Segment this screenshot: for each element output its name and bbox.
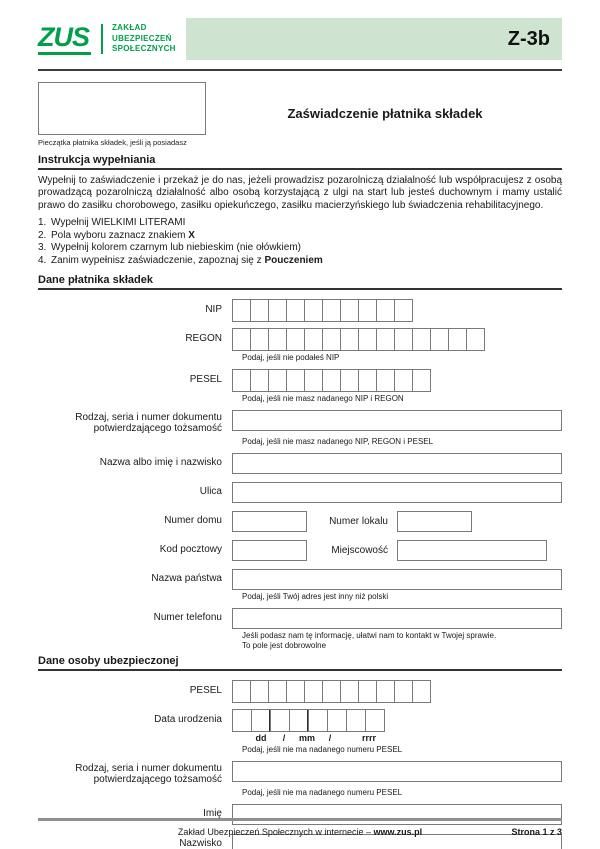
payer-doc-input[interactable]	[232, 410, 562, 431]
postcode-input[interactable]	[232, 540, 307, 561]
org-name	[112, 23, 176, 54]
phone-hint-line2: To pole jest dobrowolne	[242, 640, 327, 650]
instruction-list	[38, 217, 562, 267]
instruction-item	[38, 255, 562, 268]
zus-logo-block	[38, 18, 186, 60]
payer-doc-label	[38, 410, 232, 435]
header	[38, 18, 562, 60]
phone-hint-line1: Jeśli podasz nam tę informację, ułatwi nam to kontakt w Twojej sprawie.	[242, 630, 497, 640]
insured-section-heading: Dane osoby ubezpieczonej	[38, 655, 562, 671]
date-format-slash: /	[328, 732, 332, 743]
country-input[interactable]	[232, 569, 562, 590]
nip-label: NIP	[205, 304, 222, 316]
country-label: Nazwa państwa	[151, 573, 222, 585]
page-indicator: Strona 1 z 3	[511, 827, 562, 837]
date-format-dd: dd	[255, 732, 267, 743]
payer-doc-hint: Podaj, jeśli nie masz nadanego NIP, REGON i PESEL	[242, 436, 434, 446]
instructions-heading: Instrukcja wypełniania	[38, 154, 562, 170]
org-name-line3: SPOŁECZNYCH	[112, 44, 176, 54]
regon-label: REGON	[185, 333, 222, 345]
item-text: Pola wyboru zaznacz znakiem	[51, 229, 189, 241]
house-number-label: Numer domu	[164, 515, 222, 527]
item-text: Wypełnij WIELKIMI LITERAMI	[51, 217, 186, 229]
street-input[interactable]	[232, 482, 562, 503]
logo-separator	[101, 24, 103, 54]
form-title: Zaświadczenie płatnika składek	[287, 106, 483, 121]
flat-number-input[interactable]	[397, 511, 472, 532]
insured-doc-input[interactable]	[232, 761, 562, 782]
payer-pesel-boxes[interactable]	[232, 369, 431, 392]
item-number: 1.	[38, 217, 47, 229]
instruction-item	[38, 242, 562, 255]
regon-hint: Podaj, jeśli nie podałeś NIP	[242, 352, 340, 362]
insured-pesel-boxes[interactable]	[232, 680, 431, 703]
house-number-input[interactable]	[232, 511, 307, 532]
regon-boxes[interactable]	[232, 328, 485, 351]
item-bold-text: Pouczeniem	[264, 255, 323, 266]
footer-zus-link: www.zus.pl	[373, 827, 423, 837]
payer-doc-label-line2: potwierdzającego tożsamość	[93, 423, 222, 435]
payer-pesel-hint: Podaj, jeśli nie masz nadanego NIP i REGON	[242, 393, 404, 403]
item-number: 4.	[38, 255, 47, 266]
item-number: 2.	[38, 229, 47, 241]
nip-boxes[interactable]	[232, 299, 413, 322]
footer-center-text	[38, 827, 562, 837]
org-name-line1: ZAKŁAD	[112, 23, 147, 33]
street-label: Ulica	[199, 486, 222, 498]
payer-doc-label-line1: Rodzaj, seria i numer dokumentu	[75, 411, 222, 423]
stamp-box[interactable]	[38, 82, 206, 135]
instructions-intro: Wypełnij to zaświadczenie i przekaż je do nas, jeżeli prowadzisz pozarolniczą działalność lub współpracujesz z osobą prowadzącą pozarolniczą działalność albo osobą korzystającą z ulgi na start lub jesteś duchownym i mamy ustalić prawo do zasiłku chorobowego, zasiłku opiekuńczego, zasiłku macierzyńskiego lub świadczenia rehabilitacyjnego.	[38, 175, 562, 211]
item-bold-text: X	[188, 229, 195, 241]
date-format-yyyy: rrrr	[361, 732, 376, 743]
insured-doc-label-line2: potwierdzającego tożsamość	[93, 774, 222, 786]
insured-doc-label-line1: Rodzaj, seria i numer dokumentu	[75, 762, 222, 774]
instruction-item	[38, 230, 562, 243]
payer-pesel-label: PESEL	[189, 374, 222, 386]
city-input[interactable]	[397, 540, 547, 561]
date-format-slash: /	[282, 732, 286, 743]
postcode-label: Kod pocztowy	[159, 544, 222, 556]
footer	[38, 818, 562, 837]
payer-section-heading: Dane płatnika składek	[38, 274, 562, 290]
country-hint: Podaj, jeśli Twój adres jest inny niż polski	[242, 591, 389, 601]
phone-label: Numer telefonu	[153, 612, 222, 624]
date-format-row	[242, 733, 404, 743]
item-text: Zanim wypełnisz zaświadczenie, zapoznaj się z	[51, 255, 265, 266]
insured-doc-hint: Podaj, jeśli nie ma nadanego numeru PESEL	[242, 787, 403, 797]
phone-hint	[242, 631, 562, 651]
last-name-label: Nazwisko	[179, 838, 222, 849]
item-number: 3.	[38, 242, 47, 254]
date-format-mm: mm	[298, 732, 315, 743]
birthdate-label: Data urodzenia	[154, 714, 222, 726]
org-name-line2: UBEZPIECZEŃ	[112, 33, 172, 43]
footer-text: Zakład Ubezpieczeń Społecznych w internecie –	[177, 827, 374, 837]
instruction-item	[38, 217, 562, 230]
item-text: Wypełnij kolorem czarnym lub niebieskim (nie ołówkiem)	[51, 242, 301, 254]
zus-logo: ZUS	[38, 24, 91, 55]
phone-input[interactable]	[232, 608, 562, 629]
header-rule	[38, 69, 562, 71]
birthdate-hint: Podaj, jeśli nie ma nadanego numeru PESEL	[242, 744, 403, 754]
birthdate-boxes[interactable]	[232, 709, 385, 732]
first-name-label: Imię	[203, 808, 222, 820]
city-label: Miejscowość	[331, 544, 388, 556]
flat-number-label: Numer lokalu	[329, 515, 388, 527]
payer-name-label: Nazwa albo imię i nazwisko	[99, 457, 222, 469]
form-code-bar	[186, 18, 562, 60]
payer-name-input[interactable]	[232, 453, 562, 474]
insured-pesel-label: PESEL	[189, 685, 222, 697]
stamp-caption: Pieczątka płatnika składek, jeśli ją posiadasz	[38, 138, 187, 147]
form-code-badge: Z-3b	[507, 27, 550, 50]
insured-doc-label	[38, 761, 232, 786]
